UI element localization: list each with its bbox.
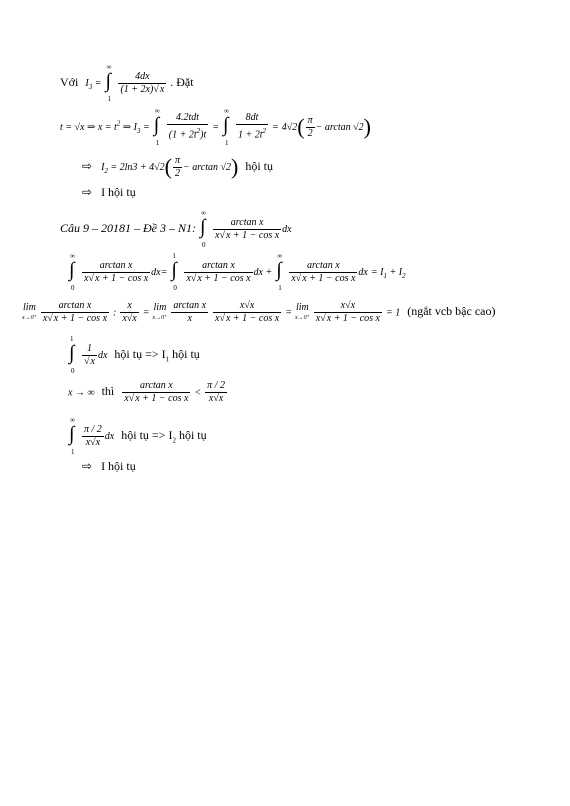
fraction-denominator: x√x + 1 − cos x (84, 272, 149, 284)
text-hoi-tu: hội tụ (245, 158, 273, 173)
i1-subscript: 1 (383, 271, 387, 280)
sqrt-x: x (225, 313, 231, 324)
den-part: x (186, 272, 191, 284)
i2-subscript: 2 (172, 436, 176, 445)
minus-arctan-sqrt2: − arctan √2 (183, 161, 231, 173)
lim-subscript: x→0⁺ (294, 314, 310, 321)
i2-subscript: 2 (402, 271, 406, 280)
equals-one: = 1 (385, 307, 401, 319)
fraction-denominator: √x (84, 355, 95, 367)
fraction-denominator: 2 (175, 167, 180, 179)
integral-upper: ∞ (70, 416, 75, 424)
line-i-converges-2 (82, 459, 136, 474)
lim-subscript: x→0⁺ (22, 314, 37, 321)
fraction-42tdt (167, 112, 208, 141)
implies-i3: ⇒ I (122, 121, 138, 133)
i2-subscript: 2 (104, 166, 108, 175)
den-part: + 1 − cos x (139, 393, 189, 404)
sqrt-x: x (135, 393, 140, 404)
minus-arctan-sqrt2: − arctan √2 (315, 121, 364, 133)
den-part: (1 + 2x) (120, 83, 154, 95)
integral-lower: 1 (71, 448, 75, 456)
implies-arrow-icon: ⇨ (82, 158, 93, 173)
integral-upper: 1 (70, 335, 74, 343)
fraction-denominator: x√x + 1 − cos x (186, 272, 251, 284)
fraction-denominator: x√x (85, 436, 101, 448)
four-sqrt2: 4√2 (281, 121, 298, 133)
fraction-pi-2 (173, 155, 182, 180)
line-substitution: t = √x ⇒ $x = t^2$ ⇒ $I_3$ = ∞ ∫ 1 $\frac{\text{4.2tdt}}{(1 + 2t^2)t}$ = ∞ ∫ 1 $\frac{8dt}{1 + 2t^2}$ = 4√2( $\frac{\pi}{2}$ − arctan √2) (60, 107, 371, 147)
text-thi: thì (101, 384, 115, 399)
fraction-numerator: 4.2tdt (167, 112, 208, 125)
sqrt-x: x (302, 272, 307, 284)
integral-upper: ∞ (70, 252, 75, 260)
integral-upper: 1 (172, 252, 176, 260)
fraction-numerator: arctan x (173, 300, 207, 311)
den-part: (1 + 2t (168, 129, 197, 141)
sqrt-x: x (53, 313, 59, 324)
fraction-numerator: π / 2 (207, 380, 225, 391)
fraction-numerator: arctan x (213, 217, 281, 230)
text-hoi-tu-tail: hội tụ (169, 346, 200, 361)
equals-sign: = (212, 121, 219, 133)
integral-lower: 1 (155, 139, 160, 147)
fraction-denominator: x√x (122, 313, 137, 324)
fraction-denominator: x√x + 1 − cos x (215, 313, 280, 324)
fraction-denominator: x (187, 313, 192, 324)
line-i3-definition: Với $I_3$ = ∞ ∫ 1 $\frac{4dx}{(1 + 2x)√x}$ . Đặt (60, 63, 194, 103)
fraction-main-integrand (184, 260, 252, 285)
fraction-numerator: π (307, 114, 313, 126)
limit-operator (152, 303, 167, 323)
fraction-numerator: π / 2 (84, 423, 102, 435)
i1-symbol: = I (370, 266, 384, 278)
integral-upper: ∞ (223, 107, 229, 115)
integral-sign: ∞ ∫ 1 (222, 107, 229, 147)
den-part: x (84, 272, 89, 284)
equals-sign: = (160, 266, 168, 278)
integral-lower: 0 (173, 284, 177, 292)
den-part: + 1 − cos x (230, 229, 280, 241)
integral-upper: ∞ (154, 107, 160, 115)
fraction-1-over-sqrtx (82, 343, 97, 368)
t-substitution: t = √x ⇒ x = t (60, 121, 117, 133)
integral-upper: ∞ (201, 209, 206, 217)
dx: dx (253, 266, 263, 278)
dx: dx (151, 266, 161, 278)
sqrt-x: x (159, 83, 165, 95)
den-part: + 1 − cos x (230, 313, 280, 324)
less-than-sign: < (194, 387, 202, 399)
sqrt-x: x (326, 313, 332, 324)
equals-sign: = (285, 307, 292, 319)
fraction-numerator: arctan x (289, 260, 357, 273)
lim-text: lim (153, 301, 167, 313)
fraction-pi2-over-xsqrtx (82, 424, 104, 449)
den-part: )t (200, 129, 207, 141)
fraction-denominator: x√x + 1 − cos x (124, 393, 189, 404)
fraction-8dt (236, 112, 268, 141)
fraction-numerator: arctan x (41, 300, 109, 313)
den-part: x (42, 313, 48, 324)
den-part: x (215, 229, 220, 241)
fraction-denominator: x√x + 1 − cos x (215, 229, 280, 241)
dx: dx (104, 430, 115, 442)
implies-arrow-icon: ⇨ (82, 459, 93, 473)
integral-lower: 0 (71, 367, 75, 375)
i2-expression: = 2ln3 + 4√2 (110, 161, 165, 173)
fraction-xsqrtx-over-den (314, 300, 382, 325)
fraction-numerator: 1 (82, 343, 97, 356)
fraction-numerator: x (120, 300, 138, 313)
sqrt-x: x (90, 355, 95, 367)
fraction-denominator: x√x + 1 − cos x (42, 313, 108, 324)
sqrt-x: x (197, 272, 202, 284)
dx: dx (358, 266, 368, 278)
integral-sign: 1 ∫ 0 (171, 252, 177, 292)
i3-subscript: 3 (137, 126, 141, 135)
limit-operator (22, 303, 37, 323)
den-part: x (291, 272, 296, 284)
fraction-arctan-over-x (171, 300, 208, 325)
text-i-hoi-tu: I hội tụ (101, 459, 136, 473)
sqrt-x: x (94, 272, 100, 284)
fraction-main-integrand (82, 260, 150, 285)
fraction-4dx (118, 71, 166, 96)
den-part: + 1 − cos x (331, 313, 380, 324)
fraction-denominator: x√x + 1 − cos x (291, 272, 356, 284)
line-i-converges-1 (82, 185, 136, 200)
fraction-main-integrand (41, 300, 109, 325)
integral-lower: 1 (224, 139, 229, 147)
equals-sign: = (142, 307, 150, 319)
fraction-main-integrand (213, 217, 281, 242)
integral-upper: ∞ (277, 252, 283, 260)
line-i1-converges (68, 335, 200, 375)
integral-sign: ∞ ∫ 1 (276, 252, 283, 292)
integral-sign: ∞ ∫ 1 (105, 63, 112, 103)
line-x-to-infinity (68, 380, 228, 405)
den-part: + 1 − cos x (99, 272, 149, 284)
integral-sign: 1 ∫ 0 (69, 335, 75, 375)
t-square: 2 (262, 127, 267, 136)
implies-arrow-icon: ⇨ (82, 185, 93, 199)
text-hoi-tu-i1: hội tụ => I (114, 346, 166, 361)
fraction-numerator: x√x (213, 300, 281, 313)
fraction-denominator: x√x + 1 − cos x (315, 313, 380, 324)
colon: : (113, 307, 117, 319)
den-part: x (315, 313, 321, 324)
fraction-numerator: 8dt (236, 112, 268, 125)
fraction-denominator: x√x (208, 393, 224, 404)
den-part: x (124, 393, 129, 404)
line-i2-result: ⇨ $I_2 = 2\ln 3 + 4√2$( $\frac{\pi}{2}$ − arctan √2) hội tụ (82, 154, 273, 179)
fraction-numerator: arctan x (122, 380, 190, 393)
text-i-hoi-tu: I hội tụ (101, 185, 136, 199)
fraction-main-integrand (289, 260, 357, 285)
fraction-x-over-xsqrtx (120, 300, 138, 325)
lim-text: lim (23, 301, 36, 313)
line-question-heading (60, 209, 292, 249)
i3-subscript: 3 (88, 82, 93, 91)
integral-upper: ∞ (106, 63, 112, 71)
fraction-denominator (167, 125, 208, 141)
limit-operator (295, 303, 310, 323)
text-dat: . Đặt (170, 74, 194, 89)
fraction-numerator: arctan x (184, 260, 252, 273)
integral-sign: ∞ ∫ 0 (69, 252, 75, 292)
line-split-integral: ∞ ∫ 0 $\frac{\text{arctan x}}{\text{x√x + 1 − cos x}}$ dx= 1 ∫ 0 $\frac{\text{arctan x}}{\text{x√x + 1 − cos x}}$ dx + ∞ ∫ 1 $\frac{\text{arctan x}}{\text{x√x + 1 − cos x}}$ dx = $I_1 + I_2$ (69, 252, 406, 292)
text-voi: Với (60, 74, 79, 89)
i1-subscript: 1 (165, 355, 170, 364)
integral-sign: ∞ ∫ 1 (153, 107, 160, 147)
fraction-numerator: arctan x (82, 260, 150, 273)
note-ngat-vcb: (ngắt vcb bậc cao) (407, 304, 496, 319)
i2-symbol: I (101, 161, 105, 173)
lim-subscript: x→0⁺ (152, 314, 168, 321)
den-part: + 1 − cos x (58, 313, 108, 324)
fraction-numerator: x√x (314, 300, 382, 313)
fraction-pi-2 (306, 115, 315, 140)
fraction-pi2-over-xsqrtx (205, 380, 227, 405)
integral-lower: 1 (278, 284, 282, 292)
fraction-numerator: π (175, 154, 181, 166)
fraction-xsqrtx-over-den (213, 300, 281, 325)
text-hoi-tu-i2: hội tụ => I (121, 427, 173, 442)
x-to-infinity: x → ∞ (68, 387, 95, 399)
integral-lower: 1 (107, 95, 111, 103)
question-heading: Câu 9 – 20181 – Đề 3 – N1: (60, 220, 196, 235)
equals-sign: = (272, 121, 279, 133)
den-part: + 1 − cos x (306, 272, 356, 284)
den-part: + 1 − cos x (201, 272, 251, 284)
integral-lower: 0 (71, 284, 75, 292)
fraction-main-integrand (122, 380, 190, 405)
t-square: 2 (196, 127, 201, 136)
lim-text: lim (295, 301, 309, 313)
integral-sign: ∞ ∫ 0 (200, 209, 206, 249)
integral-sign: ∞ ∫ 1 (69, 416, 75, 456)
fraction-denominator (236, 125, 268, 141)
den-part: 1 + 2t (237, 129, 263, 141)
fraction-numerator: 4dx (118, 71, 166, 84)
t-square: 2 (116, 119, 121, 128)
fraction-denominator: 2 (307, 127, 313, 139)
line-limit-comparison (22, 300, 496, 325)
fraction-denominator: (1 + 2x)√x (120, 83, 165, 95)
i3-symbol: I (85, 77, 89, 89)
integral-lower: 0 (202, 241, 206, 249)
dx: dx (282, 223, 292, 235)
text-hoi-tu-tail: hội tụ (175, 427, 207, 442)
den-part: x (215, 313, 220, 324)
sqrt-x: x (225, 229, 231, 241)
line-i2-converges (68, 416, 207, 456)
i2-symbol: + I (386, 266, 403, 278)
dx: dx (97, 349, 108, 361)
